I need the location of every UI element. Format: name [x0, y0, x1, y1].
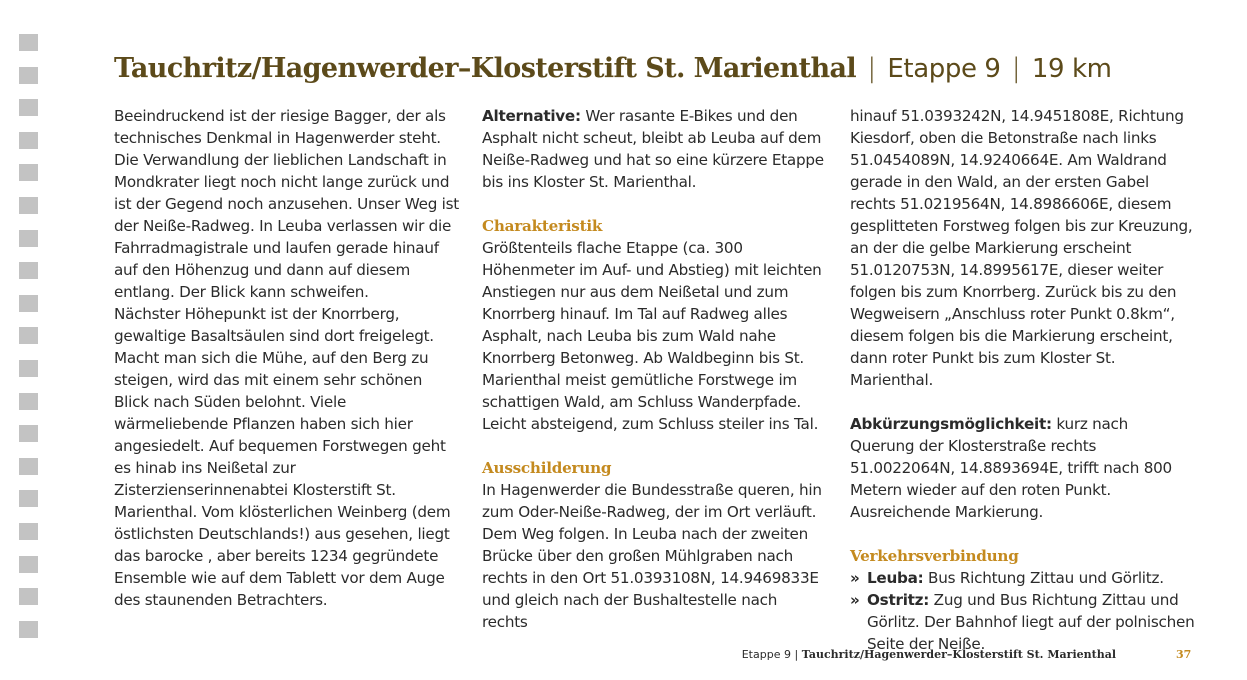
text-column-3: [850, 105, 1195, 655]
side-square: [19, 393, 38, 410]
side-square: [19, 523, 38, 540]
bullet-marker: »: [850, 569, 860, 587]
side-square: [19, 262, 38, 279]
side-square: [19, 588, 38, 605]
intro-paragraph: Beeindruckend ist der riesige Bagger, der als technisches Denkmal in Hagenwerder steht. Die Verwandlung der lieblichen Landschaft in Mondkrater liegt noch nicht lange zurück und ist der Gegend noch anzusehen. Unser Weg ist der Neiße-Radweg. In Leuba verlassen wir die Fahrradmagistrale und laufen gerade hinauf auf den Höhenzug und dann auf diesem entlang. Der Blick kann schweifen.: [114, 107, 460, 301]
transport-place: Leuba:: [867, 569, 924, 587]
page-footer: [0, 648, 1247, 662]
side-square: [19, 360, 38, 377]
route-continuation-text: hinauf 51.0393242N, 14.9451808E, Richtung Kiesdorf, oben die Betonstraße nach links 51.0454089N, 14.9240664E. Am Waldrand gerade in den Wald, an der ersten Gabel rechts 51.0219564N, 14.8986606E, diesem gesplitteten Forstweg folgen bis zur Kreuzung, an der die gelbe Markierung erscheint 51.0120753N, 14.8995617E, dieser weiter folgen bis zum Knorrberg. Zurück bis zu den Wegweisern „Anschluss roter Punkt 0.8km“, diesem folgen bis die Markierung erscheint, dann roter Punkt bis zum Kloster St. Marienthal.: [850, 107, 1193, 389]
title-separator: |: [1011, 53, 1021, 84]
side-square: [19, 164, 38, 181]
running-footer: [742, 648, 1116, 662]
shortcut-text: kurz nach Querung der Klosterstraße rechts 51.0022064N, 14.8893694E, trifft nach 800 Metern wieder auf den roten Punkt. Ausreichende Markierung.: [850, 415, 1172, 521]
shortcut-label: Abkürzungsmöglichkeit:: [850, 415, 1052, 433]
side-tab-markers: [19, 34, 38, 653]
side-square: [19, 197, 38, 214]
title-separator: |: [867, 53, 877, 84]
signage-text: In Hagenwerder die Bundesstraße queren, hin zum Oder-Neiße-Radweg, der im Ort verläuft. Dem Weg folgen. In Leuba nach der zweiten Brücke über den großen Mühlgraben nach rechts in den Ort 51.0393108N, 14.9469833E und gleich nach der Bushaltestelle nach rechts: [482, 481, 822, 631]
alternative-text: Wer rasante E-Bikes und den Asphalt nicht scheut, bleibt ab Leuba auf dem Neiße-Radweg und hat so eine kürzere Etappe bis ins Kloster St. Marienthal.: [482, 107, 824, 191]
alternative-paragraph: [482, 105, 827, 193]
page-number: 37: [1176, 648, 1192, 661]
transport-heading: Verkehrsverbindung: [850, 547, 1019, 565]
side-square: [19, 490, 38, 507]
page-header: [114, 50, 1112, 91]
transport-info: Zug und Bus Richtung Zittau und Görlitz. Der Bahnhof liegt auf der polnischen Seite der Neiße.: [867, 591, 1195, 653]
side-square: [19, 295, 38, 312]
side-square: [19, 556, 38, 573]
side-square: [19, 425, 38, 442]
footer-stage: Etappe 9: [741, 648, 791, 661]
side-square: [19, 621, 38, 638]
text-column-2: [482, 105, 827, 633]
bullet-marker: »: [850, 591, 860, 609]
transport-item: [850, 589, 1195, 655]
side-square: [19, 67, 38, 84]
transport-item: [850, 567, 1195, 589]
characteristics-text: Größtenteils flache Etappe (ca. 300 Höhenmeter im Auf- und Abstieg) mit leichten Anstiegen nur aus dem Neißetal und zum Knorrberg hinauf. Im Tal auf Radweg alles Asphalt, nach Leuba bis zum Wald nahe Knorrberg Betonweg. Ab Waldbeginn bis St. Marienthal meist gemütliche Forstwege im schattigen Wald, am Schluss Wanderpfade. Leicht absteigend, zum Schluss steiler ins Tal.: [482, 239, 822, 433]
alternative-label: Alternative:: [482, 107, 581, 125]
page-title: Tauchritz/Hagenwerder–Klosterstift St. Marienthal: [114, 53, 857, 84]
side-square: [19, 99, 38, 116]
side-square: [19, 230, 38, 247]
footer-title: Tauchritz/Hagenwerder–Klosterstift St. Marienthal: [801, 648, 1116, 661]
text-column-1: [114, 105, 459, 611]
side-square: [19, 327, 38, 344]
side-square: [19, 458, 38, 475]
highlight-paragraph: Nächster Höhepunkt ist der Knorrberg, gewaltige Basaltsäulen sind dort freigelegt. Macht man sich die Mühe, auf den Berg zu steigen, wird das mit einem sehr schönen Blick nach Süden belohnt. Viele wärmeliebende Pflanzen haben sich hier angesiedelt. Auf bequemen Forstwegen geht es hinab ins Neißetal zur Zisterzienserinnenabtei Klosterstift St. Marienthal. Vom klösterlichen Weinberg (dem östlichsten Deutschlands!) aus gesehen, liegt das barocke , aber bereits 1234 gegründete Ensemble wie auf dem Tablett vor dem Auge des staunenden Betrachters.: [114, 305, 451, 609]
transport-info: Bus Richtung Zittau und Görlitz.: [923, 569, 1164, 587]
footer-separator: |: [794, 648, 799, 661]
signage-heading: Ausschilderung: [482, 459, 612, 477]
characteristics-heading: Charakteristik: [482, 217, 603, 235]
side-square: [19, 34, 38, 51]
stage-label: Etappe 9: [887, 54, 1001, 84]
distance-label: 19 km: [1031, 54, 1112, 84]
shortcut-paragraph: [850, 413, 1195, 523]
transport-place: Ostritz:: [867, 591, 930, 609]
side-square: [19, 132, 38, 149]
